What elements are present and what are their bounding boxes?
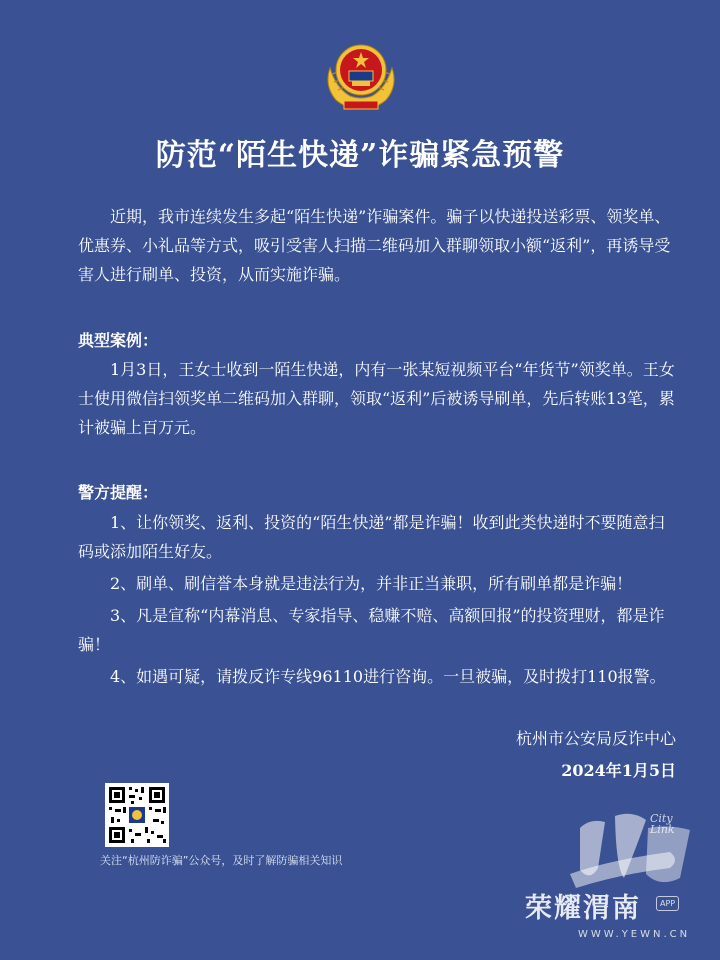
qr-caption: 关注“杭州防诈骗”公众号，及时了解防骗相关知识 [100,854,343,867]
signature-org: 杭州市公安局反诈中心 [515,729,676,748]
tip-item-3: 3、凡是宣称“内幕消息、专家指导、稳赚不赔、高额回报”的投资理财，都是诈骗！ [78,606,665,654]
tip-item-1: 1、让你领奖、返利、投资的“陌生快递”都是诈骗！收到此类快递时不要随意扫码或添加陌生好友。 [78,513,665,561]
watermark-citylink-text: City Link [650,812,675,836]
tips-list [78,508,678,694]
watermark-app-badge: APP [656,896,679,911]
case-paragraph: 1月3日，王女士收到一陌生快递，内有一张某短视频平台“年货节”领奖单。王女士使用微信扫领奖单二维码加入群聊，领取“返利”后被诱导刷单，先后转账13笔，累计被骗上百万元。 [78,360,675,437]
intro-paragraph: 近期，我市连续发生多起“陌生快递”诈骗案件。骗子以快递投送彩票、领奖单、优惠券、小礼品等方式，吸引受害人扫描二维码加入群聊领取小额“返利”，再诱导受害人进行刷单、投资，从而实施诈骗。 [78,207,671,284]
signature-date: 2024年1月5日 [561,761,676,780]
page-title: 防范“陌生快递”诈骗紧急预警 [155,138,565,173]
qr-code-icon[interactable] [105,783,169,847]
watermark-url: WWW.YEWN.CN [578,929,691,940]
case-heading: 典型案例： [78,331,159,350]
watermark-brand: 荣耀渭南 [525,893,641,924]
police-emblem-icon [322,38,400,112]
tip-item-4: 4、如遇可疑，请拨反诈专线96110进行咨询。一旦被骗，及时拨打110报警。 [110,667,666,686]
tips-heading: 警方提醒： [78,483,159,502]
tip-item-2: 2、刷单、刷信誉本身就是违法行为，并非正当兼职，所有刷单都是诈骗！ [110,574,633,593]
